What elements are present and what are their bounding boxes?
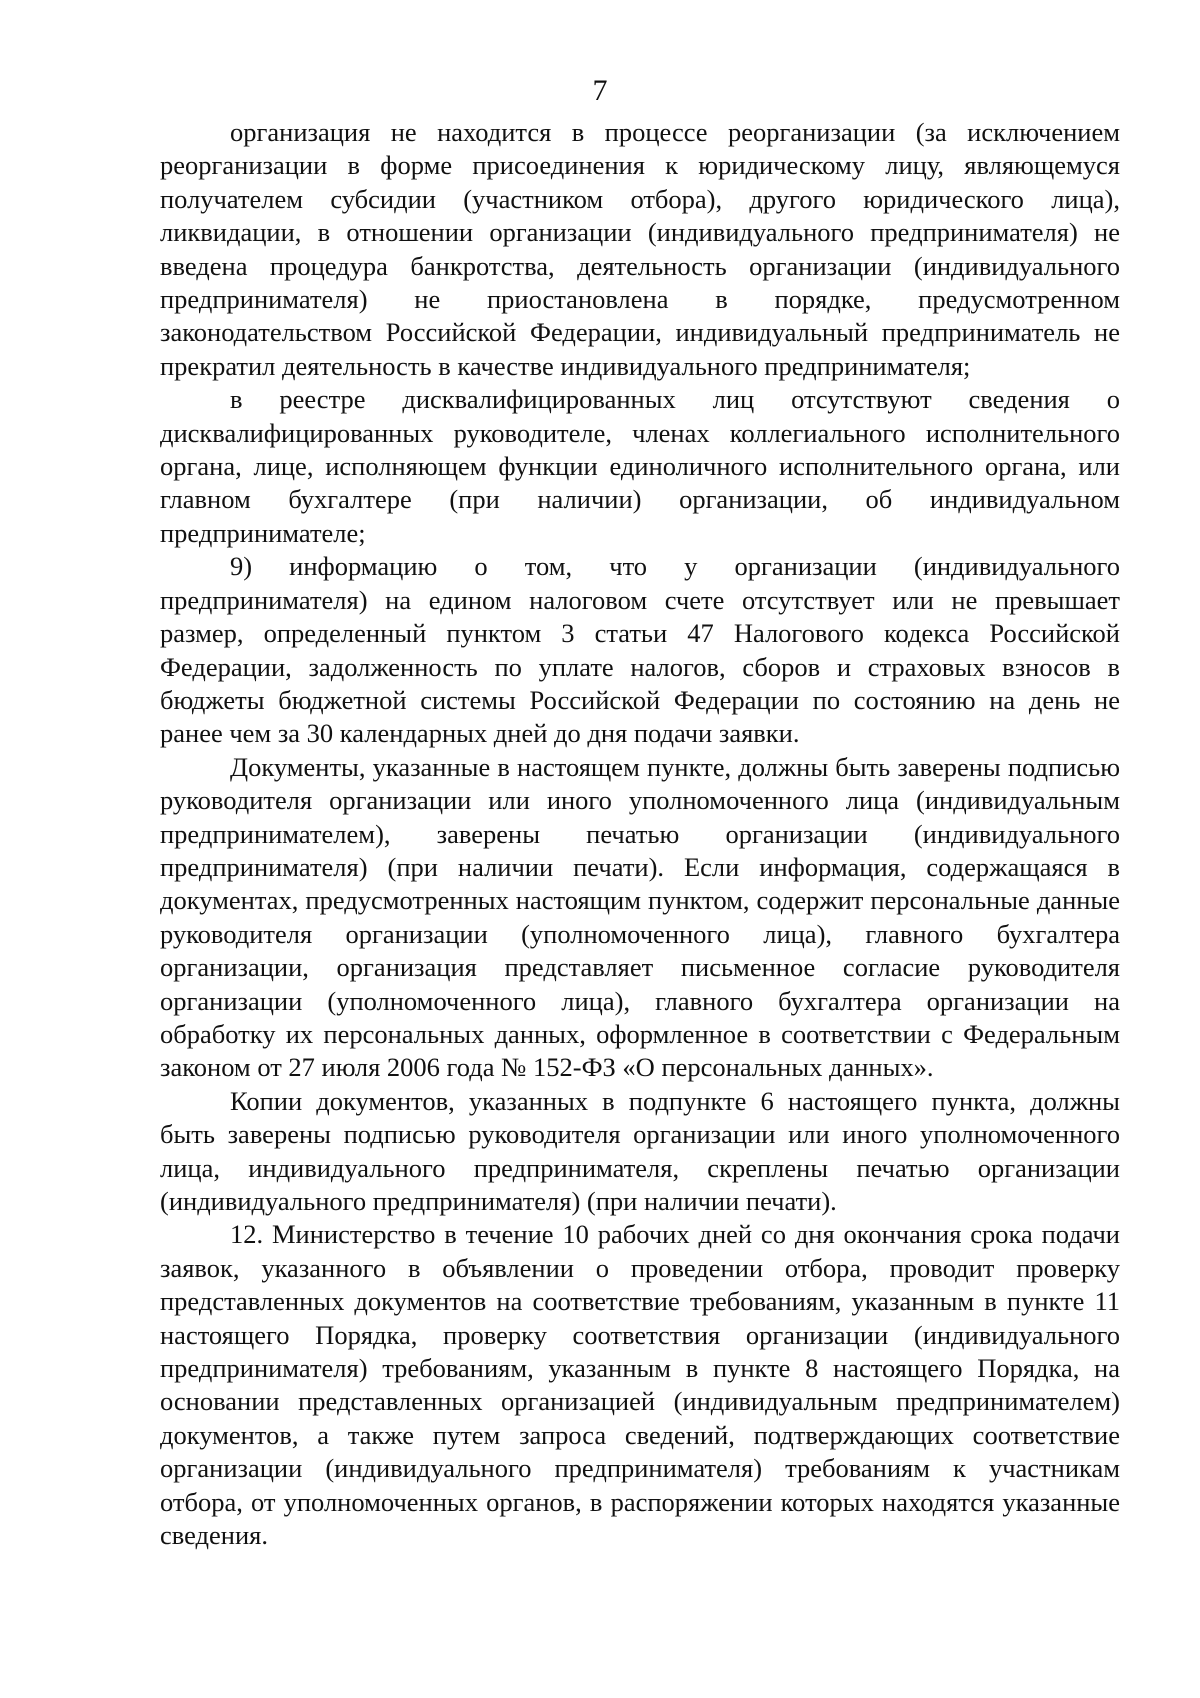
- paragraph-disqualified-registry: в реестре дисквалифицированных лиц отсутствуют сведения о дисквалифицированных руководителе, членах коллегиального исполнительного органа, лице, исполняющем функции единоличного исполнительного органа, или главном бухгалтере (при наличии) организации, об индивидуальном предпринимателе;: [160, 384, 1120, 548]
- page-number: 7: [592, 74, 608, 107]
- document-body: [160, 116, 1120, 1552]
- paragraph-ministry-review: 12. Министерство в течение 10 рабочих дней со дня окончания срока подачи заявок, указанного в объявлении о проведении отбора, проводит проверку представленных документов на соответствие требованиям, указанным в пункте 11 настоящего Порядка, проверку соответствия организации (индивидуального предпринимателя) требованиям, указанным в пункте 8 настоящего Порядка, на основании представленных организацией (индивидуальным предпринимателем) документов, а также путем запроса сведений, подтверждающих соответствие организации (индивидуального предпринимателя) требованиям к участникам отбора, от уполномоченных органов, в распоряжении которых находятся указанные сведения.: [160, 1219, 1120, 1551]
- paragraph-tax-debt: 9) информацию о том, что у организации (индивидуального предпринимателя) на едином налоговом счете отсутствует или не превышает размер, определенный пунктом 3 статьи 47 Налогового кодекса Российской Федерации, задолженность по уплате налогов, сборов и страховых взносов в бюджеты бюджетной системы Российской Федерации по состоянию на день не ранее чем за 30 календарных дней до дня подачи заявки.: [160, 551, 1120, 749]
- paragraph-reorganization: организация не находится в процессе реорганизации (за исключением реорганизации в форме присоединения к юридическому лицу, являющемуся получателем субсидии (участником отбора), другого юридического лица), ликвидации, в отношении организации (индивидуального предпринимателя) не введена процедура банкротства, деятельность организации (индивидуального предпринимателя) не приостановлена в порядке, предусмотренном законодательством Российской Федерации, индивидуальный предприниматель не прекратил деятельность в качестве индивидуального предпринимателя;: [160, 117, 1120, 381]
- paragraph-document-copies: Копии документов, указанных в подпункте 6 настоящего пункта, должны быть заверены подписью руководителя организации или иного уполномоченного лица, индивидуального предпринимателя, скреплены печатью организации (индивидуального предпринимателя) (при наличии печати).: [160, 1085, 1120, 1216]
- paragraph-documents-certification: Документы, указанные в настоящем пункте, должны быть заверены подписью руководителя организации или иного уполномоченного лица (индивидуальным предпринимателем), заверены печатью организации (индивидуального предпринимателя) (при наличии печати). Если информация, содержащаяся в документах, предусмотренных настоящим пунктом, содержит персональные данные руководителя организации (уполномоченного лица), главного бухгалтера организации, организация представляет письменное согласие руководителя организации (уполномоченного лица), главного бухгалтера организации на обработку их персональных данных, оформленное в соответствии с Федеральным законом от 27 июля 2006 года № 152-ФЗ «О персональных данных».: [160, 751, 1120, 1083]
